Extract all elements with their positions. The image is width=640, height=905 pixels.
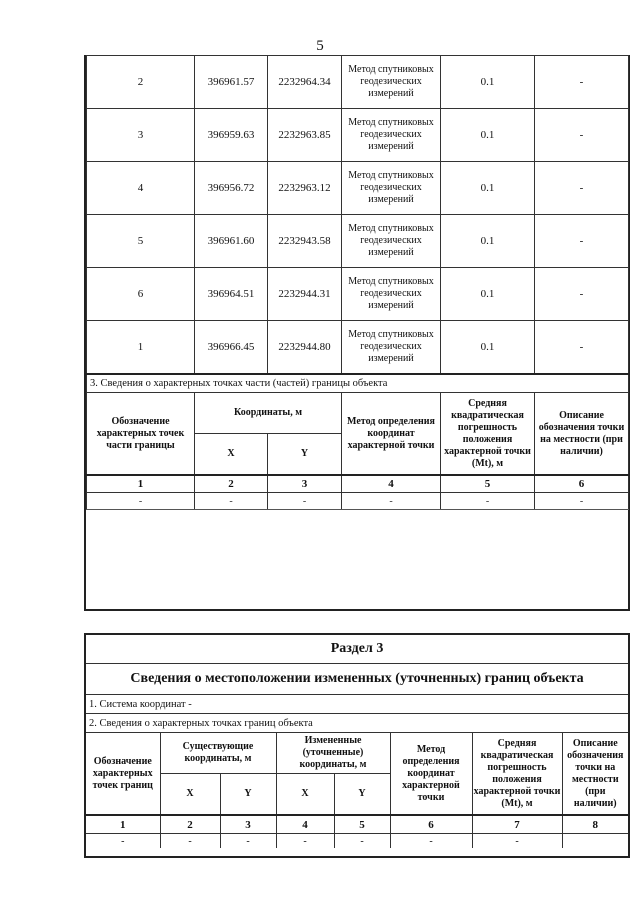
points-title: 2. Сведения о характерных точках границ объекта [86,714,628,733]
cell: - [87,493,195,510]
point-id: 5 [87,215,195,268]
table-row [87,162,629,215]
column-number: 6 [390,815,472,834]
coord-system: 1. Система координат - [86,695,628,714]
column-number: 7 [472,815,562,834]
point-accuracy: 0.1 [441,56,535,109]
header-method: Метод определения координат характерной точки [342,393,441,476]
section3-table [86,635,628,848]
point-id: 2 [87,56,195,109]
point-id: 6 [87,268,195,321]
point-accuracy: 0.1 [441,162,535,215]
cell: - [195,493,268,510]
point-id: 1 [87,321,195,375]
point-description: - [535,321,629,375]
column-number: 2 [160,815,220,834]
table-row [87,268,629,321]
table-row [87,321,629,375]
point-accuracy: 0.1 [441,321,535,375]
section3-title-row [86,635,628,664]
point-description: - [535,268,629,321]
cell: - [342,493,441,510]
cell: - [334,834,390,849]
table-row [87,109,629,162]
point-method: Метод спутниковых геодезических измерений [342,268,441,321]
table-row [87,215,629,268]
column-number: 1 [86,815,160,834]
cell [562,834,628,849]
header-row [87,393,629,434]
point-y: 2232943.58 [268,215,342,268]
header-coords: Координаты, м [195,393,342,434]
header-designation: Обозначение характерных точек границ [86,733,160,816]
point-y: 2232944.31 [268,268,342,321]
column-number: 5 [441,475,535,493]
header-description: Описание обозначения точки на местности (при наличии) [535,393,629,476]
header-method: Метод определения координат характерной точки [390,733,472,816]
column-number: 6 [535,475,629,493]
cell: - [390,834,472,849]
point-y: 2232964.34 [268,56,342,109]
section3-frame [84,633,630,858]
point-method: Метод спутниковых геодезических измерений [342,215,441,268]
points-table [86,55,629,510]
column-number: 4 [276,815,334,834]
cell: - [441,493,535,510]
column-number: 4 [342,475,441,493]
point-method: Метод спутниковых геодезических измерений [342,321,441,375]
header-description: Описание обозначения точки на местности (при наличии) [562,733,628,816]
coord-system-row [86,695,628,714]
cell: - [86,834,160,849]
cell: - [220,834,276,849]
point-accuracy: 0.1 [441,215,535,268]
column-number: 1 [87,475,195,493]
column-numbers-row [86,815,628,834]
header-y: Y [334,774,390,816]
cell: - [268,493,342,510]
header-y: Y [268,434,342,476]
column-number: 5 [334,815,390,834]
header-existing: Существующие координаты, м [160,733,276,774]
point-accuracy: 0.1 [441,109,535,162]
point-x: 396961.57 [195,56,268,109]
point-method: Метод спутниковых геодезических измерений [342,109,441,162]
cell: - [535,493,629,510]
point-description: - [535,109,629,162]
point-x: 396966.45 [195,321,268,375]
column-number: 3 [268,475,342,493]
points-frame [84,55,630,611]
section-part-title-row [87,374,629,393]
column-number: 3 [220,815,276,834]
column-numbers-row [87,475,629,493]
header-designation: Обозначение характерных точек части границы [87,393,195,476]
point-y: 2232963.85 [268,109,342,162]
point-method: Метод спутниковых геодезических измерений [342,162,441,215]
cell: - [276,834,334,849]
header-x: X [195,434,268,476]
point-x: 396964.51 [195,268,268,321]
point-description: - [535,215,629,268]
header-changed: Измененные (уточненные) координаты, м [276,733,390,774]
point-id: 4 [87,162,195,215]
point-x: 396959.63 [195,109,268,162]
point-x: 396961.60 [195,215,268,268]
header-y: Y [220,774,276,816]
cell: - [160,834,220,849]
table-row [87,56,629,109]
section-part-title: 3. Сведения о характерных точках части (частей) границы объекта [87,374,629,393]
section3-subtitle: Сведения о местоположении измененных (уточненных) границ объекта [86,664,628,695]
table-row [87,493,629,510]
section3-subtitle-row [86,664,628,695]
column-number: 2 [195,475,268,493]
point-y: 2232963.12 [268,162,342,215]
section3-title: Раздел 3 [86,635,628,664]
header-x: X [160,774,220,816]
point-accuracy: 0.1 [441,268,535,321]
table-row [86,834,628,849]
point-y: 2232944.80 [268,321,342,375]
page-number: 5 [316,38,324,54]
point-description: - [535,162,629,215]
point-id: 3 [87,109,195,162]
header-x: X [276,774,334,816]
point-description: - [535,56,629,109]
header-accuracy: Средняя квадратическая погрешность положения характерной точки (Mt), м [441,393,535,476]
column-number: 8 [562,815,628,834]
point-method: Метод спутниковых геодезических измерений [342,56,441,109]
header-accuracy: Средняя квадратическая погрешность положения характерной точки (Mt), м [472,733,562,816]
header-row [86,733,628,774]
point-x: 396956.72 [195,162,268,215]
points-title-row [86,714,628,733]
cell: - [472,834,562,849]
